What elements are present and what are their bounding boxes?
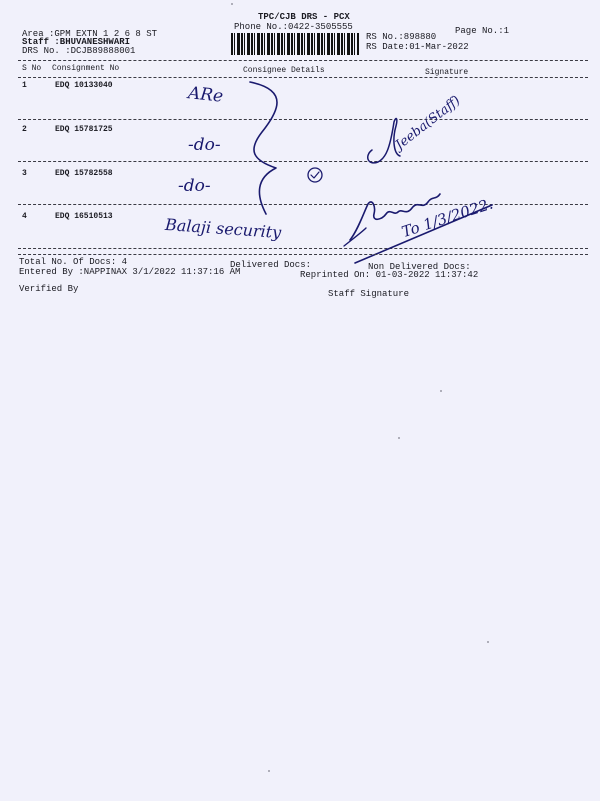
scan-speck: [440, 390, 442, 392]
handwritten-consignee-row3: -do-: [178, 176, 211, 196]
column-header-consignee: Consignee Details: [243, 66, 325, 75]
handwritten-consignee-row4: Balaji security: [164, 214, 282, 243]
phone-number: Phone No.:0422-3505555: [234, 22, 353, 32]
row-sno: 2: [22, 125, 27, 134]
row-sno: 1: [22, 81, 27, 90]
row-consignment: EDQ 16510513: [55, 212, 113, 221]
staff-signature-label: Staff Signature: [328, 289, 410, 299]
staff-label: Staff :BHUVANESHWARI: [22, 37, 131, 47]
handwritten-consignee-row1: ARe: [187, 83, 225, 107]
total-docs: Total No. Of Docs: 4: [19, 257, 128, 267]
row-sno: 4: [22, 212, 27, 221]
rs-date: RS Date:01-Mar-2022: [366, 42, 469, 52]
handwritten-consignee-row2: -do-: [188, 135, 221, 155]
row-consignment: EDQ 15782558: [55, 169, 113, 178]
verified-by: Verified By: [19, 284, 79, 294]
page-number: Page No.:1: [455, 26, 510, 36]
document-title: TPC/CJB DRS - PCX: [258, 12, 350, 22]
reprinted-on: Reprinted On: 01-03-2022 11:37:42: [300, 270, 479, 280]
handwritten-signature-date: To 1/3/2022.: [399, 194, 496, 241]
scan-speck: [398, 437, 400, 439]
column-header-signature: Signature: [425, 68, 469, 77]
drs-number: DRS No. :DCJB89888001: [22, 46, 136, 56]
delivered-docs: Delivered Docs:: [230, 260, 312, 270]
column-header-consignment: Consignment No: [52, 64, 120, 73]
non-delivered-docs: Non Delivered Docs:: [368, 262, 471, 272]
row-consignment: EDQ 15781725: [55, 125, 113, 134]
handwritten-signature-note: Jeeba(Staff): [392, 93, 464, 153]
rs-number: RS No.:898880: [366, 32, 437, 42]
row-sno: 3: [22, 169, 27, 178]
scan-speck: [231, 3, 233, 5]
row-consignment: EDQ 10133040: [55, 81, 113, 90]
scan-speck: [487, 641, 489, 643]
area-label: Area :GPM EXTN 1 2 6 8 ST: [22, 29, 158, 39]
scan-speck: [268, 770, 270, 772]
column-header-sno: S No: [22, 64, 42, 73]
entered-by: Entered By :NAPPINAX 3/1/2022 11:37:16 AM: [19, 267, 241, 277]
divider: [18, 254, 588, 255]
